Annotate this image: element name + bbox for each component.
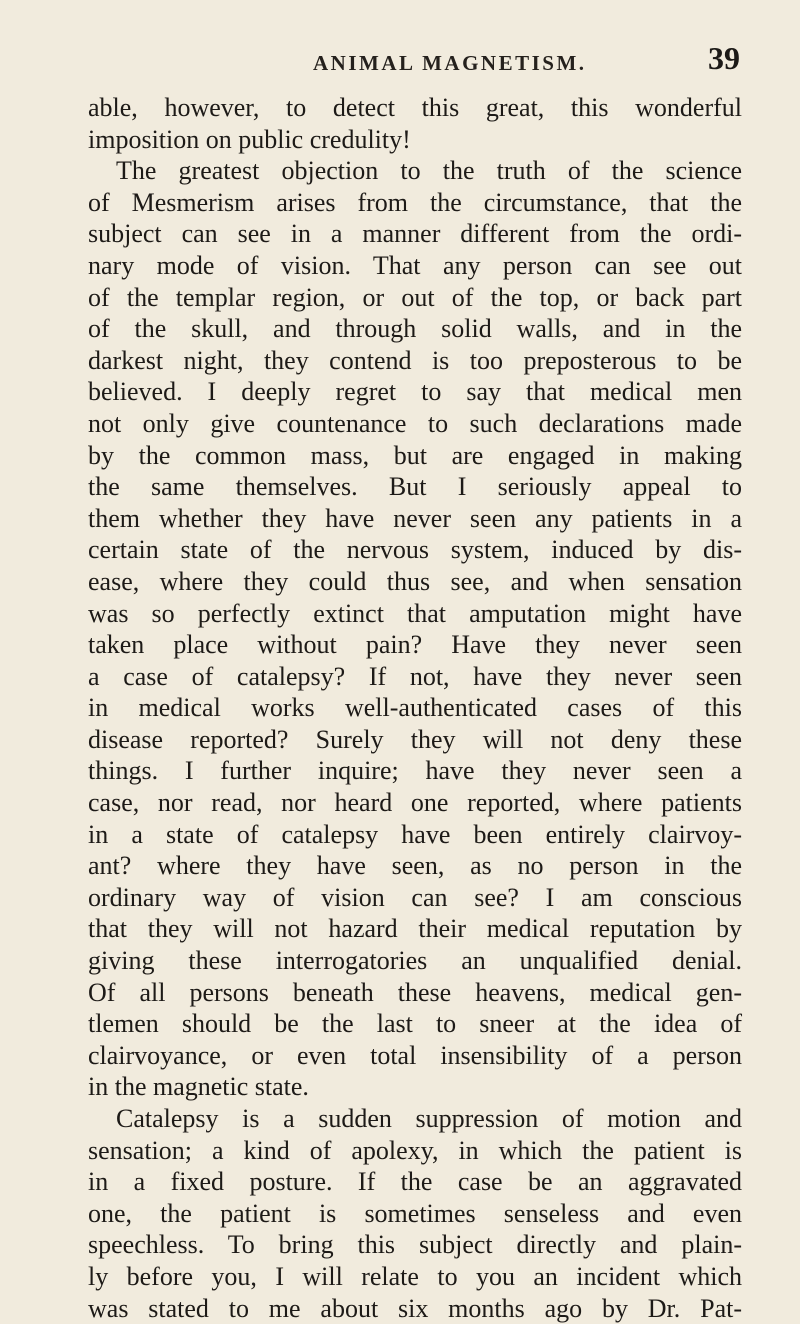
body-text: [88, 92, 742, 1324]
text-line: in a fixed posture. If the case be an aggravated: [88, 1167, 742, 1197]
text-line: things. I further inquire; have they never seen a: [88, 756, 742, 786]
text-line: Catalepsy is a sudden suppression of motion and: [116, 1104, 742, 1133]
running-head: ANIMAL MAGNETISM.: [313, 51, 587, 75]
text-line: was so perfectly extinct that amputation might have: [88, 598, 742, 628]
text-line: of Mesmerism arises from the circumstance, that the: [88, 187, 742, 217]
text-line: speechless. To bring this subject directly and plain-: [88, 1230, 742, 1260]
text-line: in medical works well-authenticated cases of this: [88, 693, 742, 723]
text-line: of the templar region, or out of the top, or back part: [88, 282, 742, 312]
text-line: ease, where they could thus see, and when sensation: [88, 566, 742, 596]
text-line: ant? where they have seen, as no person in the: [88, 851, 742, 881]
page-header: [88, 40, 740, 88]
text-line: that they will not hazard their medical reputation by: [88, 914, 742, 944]
text-line: disease reported? Surely they will not deny these: [88, 724, 742, 754]
text-line: darkest night, they contend is too preposterous to be: [88, 345, 742, 375]
text-line: tlemen should be the last to sneer at the idea of: [88, 1009, 742, 1039]
text-line: the same themselves. But I seriously appeal to: [88, 472, 742, 502]
text-line: The greatest objection to the truth of the science: [116, 156, 742, 186]
text-line: not only give countenance to such declarations made: [88, 408, 742, 438]
text-line: them whether they have never seen any patients in a: [88, 503, 742, 533]
text-line: in the magnetic state.: [88, 1072, 309, 1102]
text-line: in a state of catalepsy have been entirely clairvoy-: [88, 819, 742, 849]
text-line: giving these interrogatories an unqualified denial.: [88, 946, 742, 976]
text-line: believed. I deeply regret to say that medical men: [88, 377, 742, 407]
text-line: was stated to me about six months ago by Dr. Pat-: [88, 1293, 742, 1323]
text-line: taken place without pain? Have they never seen: [88, 630, 742, 660]
text-line: able, however, to detect this great, this wonderful: [88, 93, 742, 122]
text-line: a case of catalepsy? If not, have they never seen: [88, 661, 742, 691]
text-line: clairvoyance, or even total insensibility of a person: [88, 1040, 742, 1070]
text-line: ly before you, I will relate to you an incident which: [88, 1261, 742, 1291]
text-line: by the common mass, but are engaged in making: [88, 440, 742, 470]
text-line: nary mode of vision. That any person can see out: [88, 250, 742, 280]
text-line: of the skull, and through solid walls, and in the: [88, 314, 742, 344]
text-line: sensation; a kind of apolexy, in which the patient is: [88, 1135, 742, 1165]
text-line: Of all persons beneath these heavens, medical gen-: [88, 977, 742, 1007]
text-line: one, the patient is sometimes senseless and even: [88, 1198, 742, 1228]
text-line: case, nor read, nor heard one reported, where patients: [88, 788, 742, 818]
text-line: ordinary way of vision can see? I am conscious: [88, 882, 742, 912]
text-line: subject can see in a manner different from the ordi-: [88, 219, 742, 249]
page-number: 39: [708, 40, 740, 76]
text-line: certain state of the nervous system, induced by dis-: [88, 535, 742, 565]
text-line: imposition on public credulity!: [88, 124, 411, 154]
